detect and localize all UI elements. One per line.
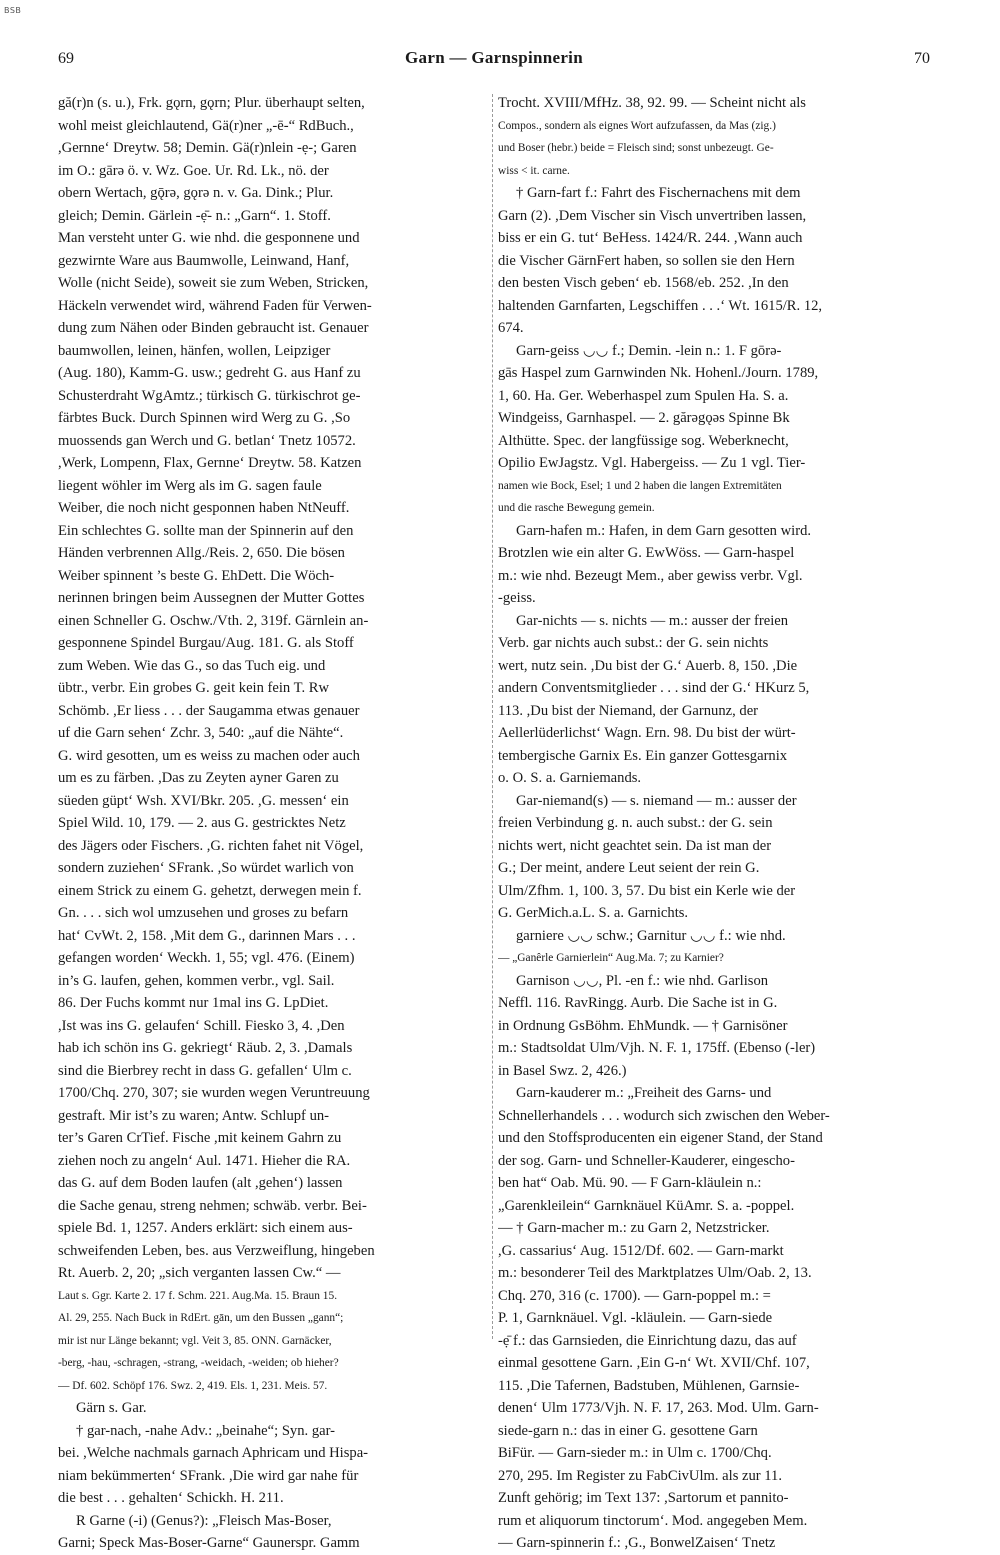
right-column-line: Gar-niemand(s) — s. niemand — m.: ausser der (516, 792, 797, 809)
left-column-line: Schömb. ,Er liess . . . der Saugamma etwas genauer (58, 702, 360, 719)
left-column-line: † gar-nach, -nahe Adv.: „beinahe“; Syn. gar- (76, 1422, 336, 1439)
left-column-line: Garni; Speck Mas-Boser-Garne“ Gaunerspr. Gamm (58, 1535, 360, 1551)
right-column-line: † Garn-fart f.: Fahrt des Fischernachens mit dem (516, 185, 801, 201)
left-column-line: einem Strick zu einem G. gehetzt, derwegen mein f. (58, 882, 362, 899)
right-column-line: garniere ◡◡ schw.; Garnitur ◡◡ f.: wie nhd. (516, 927, 786, 944)
column-divider (492, 94, 493, 1339)
left-column-line: liegent wöhler im Werg als im G. sagen faule (58, 477, 322, 494)
left-column-line: R Garne (-i) (Genus?): „Fleisch Mas-Boser, (76, 1512, 332, 1529)
left-column-line: 1700/Chq. 270, 307; sie wurden wegen Veruntreuung (58, 1085, 370, 1101)
right-column-line: Zunft gehörig; im Text 137: ,Sartorum et pannito- (498, 1490, 789, 1506)
page-number-left: 69 (58, 50, 74, 67)
right-column-line: freien Verbindung g. n. auch subst.: der G. sein (498, 815, 773, 831)
left-column-line: ,Werk, Lompenn, Flax, Gernne‘ Dreytw. 58. Katzen (58, 455, 362, 471)
left-column-line: Gärn s. Gar. (76, 1400, 147, 1416)
left-column-line: bei. ,Welche nachmals garnach Aphricam und Hispa- (58, 1445, 369, 1461)
left-column-line: schweifenden Leben, bes. aus Verzweiflung, hingeben (58, 1242, 375, 1259)
right-column-line: gās Haspel zum Garnwinden Nk. Hohenl./Journ. 1789, (498, 365, 819, 381)
right-column-line: Gar-nichts — s. nichts — m.: ausser der freien (516, 612, 789, 629)
right-column-line: m.: besonderer Teil des Marktplatzes Ulm/Oab. 2, 13. (498, 1265, 812, 1281)
right-column-line: die Vischer GärnFert haben, so sollen sie den Hern (498, 252, 795, 269)
right-column-line: Trocht. XVIII/MfHz. 38, 92. 99. — Scheint nicht als (498, 95, 806, 111)
left-column-line: uf die Garn sehen‘ Zchr. 3, 540: „auf die Nähte“. (58, 725, 344, 741)
right-column-line: Verb. gar nichts auch subst.: der G. sein nichts (498, 635, 769, 651)
left-column-line: Wolle (nicht Seide), soweit sie zum Weben, Stricken, (58, 275, 369, 291)
right-column-line: „Garenkleilein“ Garnknäuel KüAmr. S. a. -poppel. (498, 1197, 795, 1214)
left-column-line: zum Weben. Wie das G., so das Tuch eig. und (58, 657, 326, 674)
left-column-line: -berg, -hau, -schragen, -strang, -weidach, -weiden; ob hieher? (58, 1357, 339, 1369)
left-column-line: ,Gernne‘ Dreytw. 58; Demin. Gä(r)nlein -ẹ-; Garen (58, 140, 357, 156)
left-column-line: Häckeln verwendet wird, während Faden für Verwen- (58, 297, 372, 314)
right-column-line: biss er ein G. tut‘ BeHess. 1424/R. 244. ,Wann auch (498, 230, 803, 246)
left-column-line: ziehen noch zu angeln‘ Aul. 1471. Hieher die RA. (58, 1152, 351, 1169)
left-column-line: ,Ist was ins G. gelaufen‘ Schill. Fiesko 3, 4. ,Den (58, 1017, 345, 1034)
right-column-line: der sog. Garn- und Schneller-Kauderer, eingescho- (498, 1152, 795, 1169)
right-column-line: 115. ,Die Tafernen, Badstuben, Mühlenen, Garnsie- (498, 1377, 800, 1394)
left-column-line: Schusterdraht WgAmtz.; türkisch G. türkischrot ge- (58, 387, 361, 404)
right-column-line: und den Stoffsproducenten ein eigener Stand, der Stand (498, 1130, 823, 1146)
left-column-line: hab ich schön ins G. gekriegt‘ Räub. 2, 3. ,Damals (58, 1040, 353, 1056)
left-column-line: Gn. . . . sich wol umzusehen und groses zu befarn (58, 905, 349, 921)
right-column-line: wert, nutz sein. ,Du bist der G.‘ Auerb. 8, 150. ,Die (498, 657, 798, 674)
left-column-line: sind die Bierbrey recht in dass G. gefallen‘ Ulm c. (58, 1062, 352, 1079)
left-column-line: die Sache genau, streng nehmen; schwäb. verbr. Bei- (58, 1197, 367, 1214)
right-column-line: denen‘ Ulm 1773/Vjh. N. F. 17, 263. Mod. Ulm. Garn- (498, 1400, 819, 1416)
right-column-line: nichts wert, nicht geachtet sein. Da ist man der (498, 837, 772, 854)
left-column-line: Weiber, die noch nicht gesponnen haben NtNeuff. (58, 500, 350, 516)
right-column (498, 92, 930, 1555)
left-column-line: dung zum Nähen oder Binden gebraucht ist. Genauer (58, 320, 369, 336)
left-column-line: das G. auf dem Boden laufen (alt ,gehen‘) lassen (58, 1175, 343, 1191)
left-column-line: (Aug. 180), Kamm-G. usw.; gedreht G. aus Hanf zu (58, 365, 361, 381)
left-column-line: süeden güpt‘ Wsh. XVI/Bkr. 205. ,G. messen‘ ein (58, 792, 349, 809)
page-header (58, 48, 930, 76)
left-column-line: baumwollen, leinen, hänfen, wollen, Leipziger (58, 342, 331, 359)
right-column-line: Ulm/Zfhm. 1, 100. 3, 57. Du bist ein Kerle wie der (498, 882, 796, 899)
right-column-line: G. GerMich.a.L. S. a. Garnichts. (498, 905, 689, 921)
right-column-line: ben hat“ Oab. Mü. 90. — F Garn-kläulein n.: (498, 1175, 762, 1191)
right-column-line: P. 1, Garnknäuel. Vgl. -kläulein. — Garn-siede (498, 1310, 773, 1326)
left-column-line: gesponnene Spindel Burgau/Aug. 181. G. als Stoff (58, 635, 354, 651)
right-column-line: in Ordnung GsBöhm. EhMundk. — † Garnisöner (498, 1017, 788, 1034)
right-column-line: andern Conventsmitglieder . . . sind der G.‘ HKurz 5, (498, 680, 810, 696)
right-column-line: -geiss. (498, 590, 536, 606)
right-column-line: o. O. S. a. Garniemands. (498, 770, 642, 786)
right-column-line: und die rasche Bewegung gemein. (498, 502, 655, 514)
left-column-line: gestraft. Mir ist’s zu waren; Antw. Schlupf un- (58, 1107, 330, 1124)
right-column-line: und Boser (hebr.) beide = Fleisch sind; sonst unbezeugt. Ge- (498, 142, 774, 154)
right-column-line: Garn-kauderer m.: „Freiheit des Garns- und (516, 1085, 772, 1101)
right-column-line: einmal gesottene Garn. ,Ein G-n‘ Wt. XVII/Chf. 107, (498, 1355, 810, 1371)
right-column-line: 674. (498, 320, 524, 336)
left-column-line: Weiber spinnent ’s beste G. EhDett. Die Wöch- (58, 567, 335, 584)
left-column-line: muossends gan Werch und G. betlan‘ Tnetz 10572. (58, 432, 356, 449)
right-column-line: Garn-geiss ◡◡ f.; Demin. -lein n.: 1. F gōrə- (516, 342, 782, 359)
right-column-line: tembergische Garnix Es. Ein ganzer Gottesgarnix (498, 747, 788, 764)
right-column-line: Garn (2). ,Dem Vischer sin Visch unvertriben lassen, (498, 207, 807, 224)
left-column-line: gă(r)n (s. u.), Frk. gǫrn, gǫrn; Plur. überhaupt selten, (58, 95, 365, 111)
right-column-line: — Garn-spinnerin f.: ,G., BonwelZaisen‘ Tnetz (498, 1535, 776, 1551)
right-column-line: Althütte. Spec. der langfüssige sog. Weberknecht, (498, 432, 789, 449)
right-column-line: Schnellerhandels . . . wodurch sich zwischen den Weber- (498, 1107, 830, 1124)
left-column-line: wohl meist gleichlautend, Gä(r)ner „-ē-“ RdBuch., (58, 117, 354, 134)
right-column-line: Aellerlüderlichst‘ Wagn. Ern. 98. Du bist der würt- (498, 725, 796, 741)
left-column-line: ter’s Garen CrTief. Fische ,mit keinem Gahrn zu (58, 1130, 342, 1146)
left-column-line: spiele Bd. 1, 1257. Anders erklärt: sich einem aus- (58, 1220, 353, 1236)
right-column-line: Brotzlen wie ein alter G. EwWöss. — Garn-haspel (498, 545, 795, 561)
left-column-line: niam bekümmerten‘ SFrank. ,Die wird gar nahe für (58, 1467, 359, 1484)
right-column-line: m.: wie nhd. Bezeugt Mem., aber gewiss verbr. Vgl. (498, 567, 803, 584)
left-column-line: nerinnen bringen beim Aussegnen der Mutter Gottes (58, 590, 365, 606)
right-column-line: Windgeiss, Garnhaspel. — 2. gărəgǫəs Spinne Bk (498, 410, 790, 426)
right-column-line: Opilio EwJagstz. Vgl. Habergeiss. — Zu 1 vgl. Tier- (498, 455, 806, 471)
left-column-line: G. wird gesotten, um es weiss zu machen oder auch (58, 747, 360, 764)
left-column-line: hat‘ CvWt. 2, 158. ,Mit dem G., darinnen Mars . . . (58, 927, 356, 944)
right-column-line: namen wie Bock, Esel; 1 und 2 haben die langen Extremitäten (498, 479, 782, 492)
right-column-line: 270, 295. Im Register zu FabCivUlm. als zur 11. (498, 1467, 783, 1484)
right-column-line: — „Ganêrle Garnierlein“ Aug.Ma. 7; zu Karnier? (498, 952, 724, 964)
left-column-line: Rt. Auerb. 2, 20; „sich verganten lassen Cw.“ — (58, 1265, 341, 1281)
right-column-line: ,G. cassarius‘ Aug. 1512/Df. 602. — Garn-markt (498, 1242, 784, 1259)
left-column-line: Spiel Wild. 10, 179. — 2. aus G. gestricktes Netz (58, 815, 346, 831)
right-column-line: Neffl. 116. RavRingg. Aurb. Die Sache ist in G. (498, 995, 778, 1011)
right-column-line: rum et aliquorum tinctorum‘. Mod. angegeben Mem. (498, 1512, 808, 1529)
right-column-line: wiss < it. carne. (498, 164, 570, 177)
library-stamp: BSB (4, 6, 22, 15)
left-column-line: um es zu färben. ,Das zu Zeyten ayner Garen zu (58, 770, 339, 786)
right-column-line: — † Garn-macher m.: zu Garn 2, Netzstricker. (498, 1220, 770, 1236)
left-column-line: 86. Der Fuchs kommt nur 1mal ins G. LpDiet. (58, 995, 329, 1011)
left-column-line: Man versteht unter G. wie nhd. die gesponnene und (58, 230, 360, 246)
left-column (58, 92, 488, 1555)
right-column-line: haltenden Garnfarten, Legschiffen . . .‘ Wt. 1615/R. 12, (498, 297, 823, 314)
page-number-right: 70 (914, 50, 930, 67)
left-column-line: übtr., verbr. Ein grobes G. geit kein fein T. Rw (58, 680, 330, 696)
left-column-line: im O.: gārə ö. v. Wz. Goe. Ur. Rd. Lk., nö. der (58, 162, 329, 179)
right-column-line: in Basel Swz. 2, 426.) (498, 1062, 627, 1079)
right-column-line: 1, 60. Ha. Ger. Weberhaspel zum Spulen Ha. S. a. (498, 387, 789, 404)
right-column-line: -ẹ̄ f.: das Garnsieden, die Einrichtung dazu, das auf (498, 1332, 797, 1349)
right-column-line: BiFür. — Garn-sieder m.: in Ulm c. 1700/Chq. (498, 1445, 772, 1461)
right-column-line: Compos., sondern als eignes Wort aufzufassen, da Mas (zig.) (498, 119, 776, 132)
left-column-line: einen Schneller G. Oschw./Vth. 2, 319f. Gärnlein an- (58, 612, 369, 629)
left-column-line: Händen verbrennen Allg./Reis. 2, 650. Die bösen (58, 545, 345, 561)
right-column-line: 113. ,Du bist der Niemand, der Garnunz, der (498, 702, 759, 719)
left-column-line: Ein schlechtes G. sollte man der Spinnerin auf den (58, 522, 354, 539)
left-column-line: die best . . . gehalten‘ Schickh. H. 211. (58, 1490, 284, 1506)
left-column-line: sondern zuziehen‘ SFrank. ,So würdet warlich von (58, 860, 354, 876)
right-column-line: Garn-hafen m.: Hafen, in dem Garn gesotten wird. (516, 522, 812, 539)
left-column-line: färbtes Buck. Durch Spinnen wird Werg zu G. ,So (58, 410, 351, 426)
left-column-line: gezwirnte Ware aus Baumwolle, Leinwand, Hanf, (58, 252, 350, 269)
left-column-line: in’s G. laufen, gehen, kommen verbr., vgl. Sail. (58, 972, 335, 989)
right-column-line: den besten Visch geben‘ eb. 1568/eb. 252. ,In den (498, 275, 789, 291)
left-column-line: des Jägers oder Fischers. ,G. richten fahet nit Vögel, (58, 837, 364, 854)
right-column-line: m.: Stadtsoldat Ulm/Vjh. N. F. 1, 175ff. (Ebenso (-ler) (498, 1040, 816, 1056)
page-title: Garn — Garnspinnerin (405, 48, 583, 67)
left-column-line: obern Wertach, gǭrə, gǫrə n. v. Ga. Dink.; Plur. (58, 185, 334, 201)
left-column-line: — Df. 602. Schöpf 176. Swz. 2, 419. Els. 1, 231. Meis. 57. (58, 1379, 328, 1392)
left-column-line: gefangen worden‘ Weckh. 1, 55; vgl. 476. (Einem) (58, 950, 355, 966)
right-column-line: siede-garn n.: das in einer G. gesottene Garn (498, 1422, 758, 1439)
right-column-line: Garnison ◡◡, Pl. -en f.: wie nhd. Garlison (516, 972, 769, 989)
left-column-line: Laut s. Ggr. Karte 2. 17 f. Schm. 221. Aug.Ma. 15. Braun 15. (58, 1289, 338, 1302)
left-column-line: mir ist nur Länge bekannt; vgl. Veit 3, 85. ONN. Garnäcker, (58, 1334, 332, 1347)
right-column-line: Chq. 270, 316 (c. 1700). — Garn-poppel m.: = (498, 1287, 771, 1304)
left-column-line: gleich; Demin. Gärlein -ẹ̄- n.: „Garn“. 1. Stoff. (58, 207, 331, 224)
left-column-line: Al. 29, 255. Nach Buck in RdErt. gān, um den Bussen „gann“; (58, 1312, 344, 1324)
right-column-line: G.; Der meint, andere Leut seient der rein G. (498, 860, 760, 876)
